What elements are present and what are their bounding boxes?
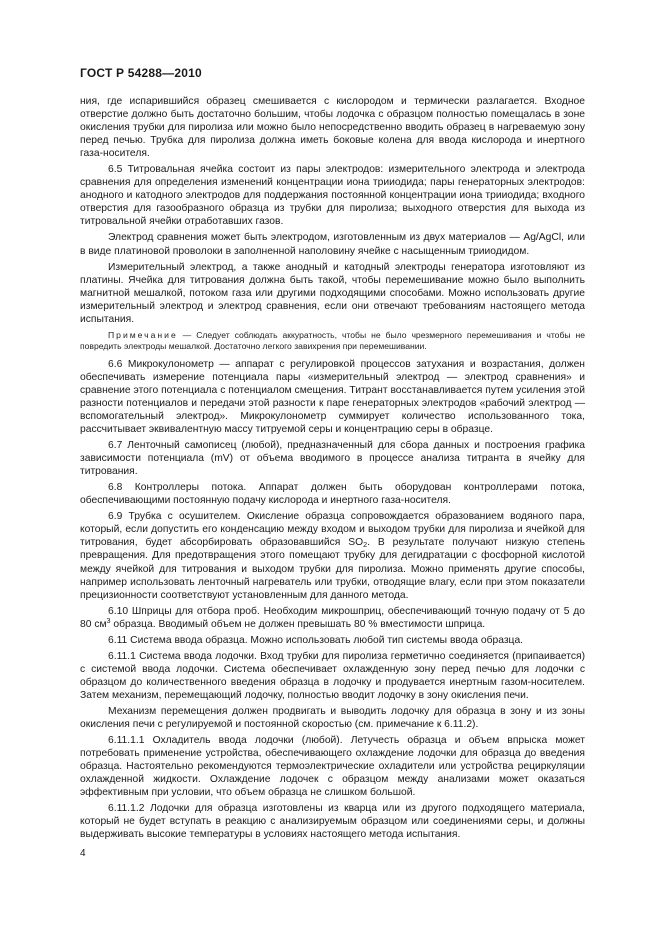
paragraph-6-5: 6.5 Титровальная ячейка состоит из пары электродов: измерительного электрода и электрода сравнения для определения изменений концентрации иона трииодида; пары генераторных электродов: анодного и катодного электродов для поддержания постоянной концентрации иона трииодида; входного отверстия для газообразного образца из трубки для пиролиза; выходного отверстия для выхода из титровальной ячейки отработавших газов. xyxy=(80,164,585,228)
paragraph-6-10-part-b: образца. Вводимый объем не должен превышать 80 % вместимости шприца. xyxy=(110,618,486,630)
note-label: Примечание xyxy=(108,329,178,340)
paragraph-6-10-part-a: 6.10 Шприцы для отбора проб. Необходим микрошприц, обеспечивающий точную подачу от 5 до 80 см xyxy=(80,605,585,630)
paragraph-6-11-1-1: 6.11.1.1 Охладитель ввода лодочки (любой). Летучесть образца и объем впрыска может потребовать применение устройства, обеспечивающего охлаждение лодочки для образца до введения образца. Настоятельно рекомендуются термоэлектрические охладители или устройства рециркуляции охлажденной жидкости. Охлаждение лодочек с образцом между анализами может оказаться эффективным при условии, что объем образца не слишком большой. xyxy=(80,735,585,799)
paragraph-6-9-part-a: 6.9 Трубка с осушителем. Окисление образца сопровождается образованием водяного пара, который, если допустить его конденсацию между входом и выходом трубки для пиролиза и ячейкой для титрования, будет абсорбировать образовавшийся SO xyxy=(80,511,585,549)
note xyxy=(80,330,585,353)
paragraph-reference-electrode: Электрод сравнения может быть электродом, изготовленным из двух материалов — Ag/AgCl, или в виде платиновой проволоки в заполненной наполовину ячейке с насыщенным трииодидом. xyxy=(80,232,585,257)
paragraph-6-8: 6.8 Контроллеры потока. Аппарат должен быть оборудован контроллерами потока, обеспечивающими постоянную подачу кислорода и инертного газа-носителя. xyxy=(80,482,585,507)
so2-subscript: 2 xyxy=(363,540,368,550)
paragraph-6-10 xyxy=(80,605,585,631)
page-number: 4 xyxy=(80,848,86,859)
paragraph-6-9-part-b: . В результате получают низкую степень превращения. Для предотвращения этого помещают трубку для дегидратации с фосфорной кислотой между ячейкой для титрования и выходом трубки для пиролиза. Можно применять другие способы, например использовать ленточный нагреватель или трубки, отводящие влагу, если при этом показатели прецизионности соответствуют установленным для данного метода. xyxy=(80,537,585,601)
body-text xyxy=(80,95,585,844)
paragraph-6-11-1: 6.11.1 Система ввода лодочки. Вход трубки для пиролиза герметично соединяется (припаивается) с системой ввода лодочки. Система обеспечивает охлажденную зону перед печью для лодочки с образцом до количественного введения образца в лодочку и продувается инертным газом-носителем. Затем механизм, перемещающий лодочку, полностью вводит лодочку в зону окисления печи. xyxy=(80,650,585,701)
note-text: — Следует соблюдать аккуратность, чтобы не было чрезмерного перемешивания и чтобы не повредить электроды мешалкой. Достаточно легкого завихрения при перемешивании. xyxy=(80,329,585,352)
cm3-superscript: 3 xyxy=(106,615,111,625)
paragraph-6-7: 6.7 Ленточный самописец (любой), предназначенный для сбора данных и построения графика зависимости потенциала (mV) от объема вводимого в процессе анализа титранта в ячейку для титрования. xyxy=(80,440,585,478)
paragraph-continuation: ния, где испарившийся образец смешивается с кислородом и термически разлагается. Входное отверстие должно быть достаточно большим, чтобы лодочка с образцом полностью помещалась в зоне окисления трубки для пиролиза или можно было непосредственно вводить образец в нагреваемую зону перед печью. Трубка для пиролиза должна иметь боковые колена для ввода кислорода и инертного газа-носителя. xyxy=(80,96,585,160)
paragraph-6-6: 6.6 Микрокулонометр — аппарат с регулировкой процессов затухания и возрастания, должен обеспечивать измерение потенциала пары «измерительный электрод — электрод сравнения» и сравнение этого потенциала с потенциалом смещения. Титрант восстанавливается путем усиления этой разности потенциалов и передачи этой разности к паре генераторных электродов «рабочий электрод — вспомогательный электрод». Микрокулонометр суммирует количество использованного тока, рассчитывает эквивалентную массу титруемой серы и концентрацию серы в образце. xyxy=(80,358,585,436)
paragraph-6-11-1-2: 6.11.1.2 Лодочки для образца изготовлены из кварца или из другого подходящего материала, который не будет вступать в реакцию с анализируемым образцом или соединениями серы, и должны выдерживать высокие температуры в условиях настоящего метода испытания. xyxy=(80,803,585,841)
document-code-header: ГОСТ Р 54288—2010 xyxy=(80,66,202,80)
paragraph-6-11: 6.11 Система ввода образца. Можно использовать любой тип системы ввода образца. xyxy=(108,634,524,646)
paragraph-mechanism: Механизм перемещения должен продвигать и выводить лодочку для образца в зону и из зоны окисления печи с регулируемой и постоянной скоростью (см. примечание к 6.11.2). xyxy=(80,705,585,731)
paragraph-measuring-electrode: Измерительный электрод, а также анодный и катодный электроды генератора изготовляют из платины. Ячейка для титрования должна быть такой, чтобы перемешивание можно было выполнить магнитной мешалкой, потоком газа или другими подходящими способами. Можно использовать другие измерительный электрод и электрод сравнения, если они отвечают требованиям настоящего метода испытания. xyxy=(80,261,585,325)
paragraph-6-9 xyxy=(80,510,585,601)
